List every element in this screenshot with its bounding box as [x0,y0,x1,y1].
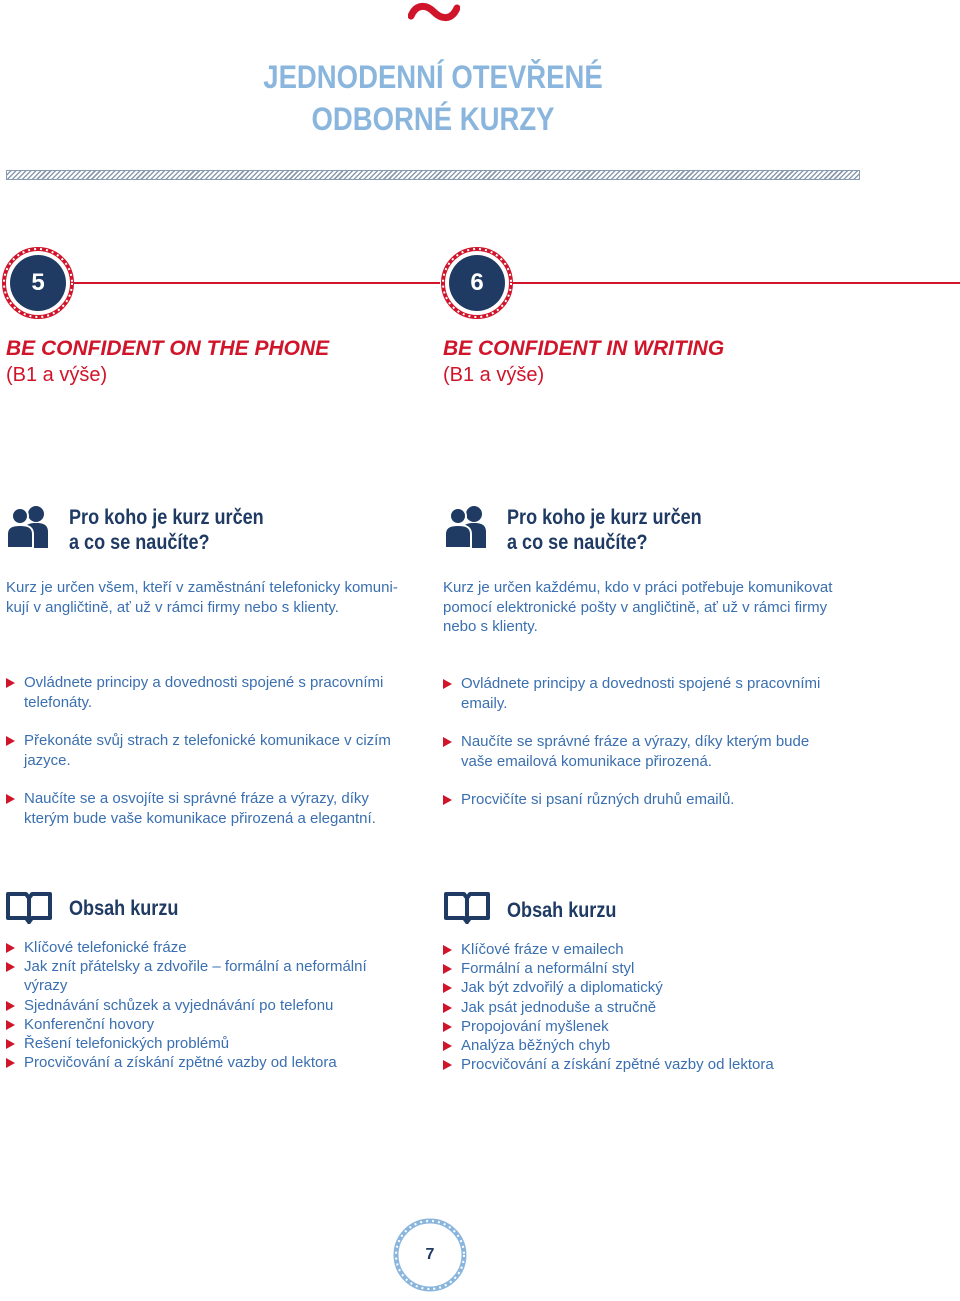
list-item-line: Naučíte se správné fráze a výrazy, díky kterým bude [461,733,810,750]
list-item-line: Jak znít přátelsky a zdvořile – formální a neformální [24,958,367,976]
description-line: Kurz je určen každému, kdo v práci potřebuje komunikovat [443,579,833,596]
heading-line: a co se naučíte? [507,531,648,554]
list-item [6,938,436,957]
list-item [6,731,436,771]
list-item [6,1053,436,1072]
triangle-bullet-icon [443,1003,452,1013]
heading-line: Pro koho je kurz určen [507,506,702,529]
triangle-bullet-icon [443,1022,452,1032]
triangle-bullet-icon [443,737,452,747]
course-6-number-badge [440,246,514,320]
triangle-bullet-icon [6,678,15,688]
list-item-line: Jak psát jednoduše a stručně [461,998,657,1016]
triangle-bullet-icon [6,794,15,804]
list-item [6,789,436,829]
triangle-bullet-icon [443,1060,452,1070]
course-5-red-line [72,282,440,284]
page-number: 7 [425,1246,435,1263]
list-item-line: kterým bude vaše komunikace přirozená a elegantní. [24,810,376,827]
list-item-line: Řešení telefonických problémů [24,1035,230,1053]
triangle-bullet-icon [6,1020,15,1030]
list-item [443,674,883,714]
course-5-content-list [6,938,436,1072]
list-item-line: Klíčové fráze v emailech [461,941,624,958]
list-item [6,1015,436,1034]
list-item-line: Procvičování a získání zpětné vazby od lektora [24,1054,337,1072]
list-item [443,998,883,1017]
list-item [443,790,883,810]
course-5-goals-list [6,673,436,847]
list-item [6,957,436,995]
triangle-bullet-icon [6,943,15,953]
course-5-description [6,578,436,617]
list-item [443,959,883,978]
list-item-line: Procvičíte si psaní různých druhů emailů. [461,791,735,808]
list-item-line: Ovládnete principy a dovednosti spojené s pracovními [461,675,821,692]
triangle-bullet-icon [6,736,15,746]
list-item-line: Jak být zdvořilý a diplomatický [461,979,663,997]
list-item-line: vaše emailová komunikace přirozená. [461,753,712,770]
description-line: nebo s klienty. [443,618,538,635]
list-item-line: Klíčové telefonické fráze [24,939,187,956]
list-item [6,996,436,1015]
page-title-line1: JEDNODENNÍ OTEVŘENÉ [263,59,603,95]
list-item-line: Propojování myšlenek [461,1017,609,1035]
list-item-line: Formální a neformální styl [461,960,635,978]
hatched-divider [6,170,860,180]
course-6-goals-list [443,674,883,828]
triangle-bullet-icon [6,1039,15,1049]
people-icon [444,504,492,548]
course-6-level: (B1 a výše) [443,364,545,386]
course-5-title: BE CONFIDENT ON THE PHONE [6,337,330,360]
heading-line: Pro koho je kurz určen [69,506,264,529]
course-6-description [443,578,883,637]
course-5-number: 5 [31,269,45,296]
triangle-bullet-icon [6,962,15,972]
course-5-content-heading: Obsah kurzu [69,897,179,920]
course-6-number: 6 [470,269,484,296]
page-title [61,56,806,140]
open-book-icon [444,890,490,924]
list-item [6,1034,436,1053]
course-6-content-list [443,940,883,1074]
course-5-number-badge [1,246,75,320]
list-item-line: Překonáte svůj strach z telefonické komunikace v cizím [24,732,391,749]
triangle-bullet-icon [443,795,452,805]
triangle-bullet-icon [443,1041,452,1051]
course-5-audience-heading [69,505,264,555]
list-item-line: jazyce. [24,752,71,769]
triangle-bullet-icon [443,983,452,993]
page-title-line2: ODBORNÉ KURZY [311,101,555,137]
people-icon [6,504,54,548]
description-line: Kurz je určen všem, kteří v zaměstnání telefonicky komuni- [6,579,398,596]
list-item-line: Analýza běžných chyb [461,1037,611,1055]
course-6-red-line [510,282,960,284]
course-5-level: (B1 a výše) [6,364,108,386]
list-item-line: Konferenční hovory [24,1015,155,1033]
list-item-line: Procvičování a získání zpětné vazby od lektora [461,1056,774,1074]
list-item [443,1055,883,1074]
list-item [443,940,883,959]
list-item [443,1036,883,1055]
open-book-icon [6,890,52,924]
triangle-bullet-icon [443,945,452,955]
course-6-content-heading: Obsah kurzu [507,899,617,922]
list-item-line: výrazy [24,977,68,995]
list-item [6,673,436,713]
list-item-line: Ovládnete principy a dovednosti spojené s pracovními [24,674,384,691]
list-item [443,732,883,772]
description-line: pomocí elektronické pošty v angličtině, ať už v rámci firmy [443,598,828,616]
course-6-title: BE CONFIDENT IN WRITING [443,337,725,360]
tilde-ornament-icon [408,2,460,24]
course-6-audience-heading [507,505,702,555]
list-item [443,1017,883,1036]
list-item-line: emaily. [461,695,508,712]
triangle-bullet-icon [443,964,452,974]
list-item-line: Naučíte se a osvojíte si správné fráze a výrazy, díky [24,790,369,807]
list-item-line: telefonáty. [24,694,93,711]
triangle-bullet-icon [6,1058,15,1068]
description-line: kují v angličtině, ať už v rámci firmy nebo s klienty. [6,598,339,616]
list-item-line: Sjednávání schůzek a vyjednávání po telefonu [24,996,334,1014]
triangle-bullet-icon [443,679,452,689]
heading-line: a co se naučíte? [69,531,210,554]
page-number-badge [392,1217,468,1293]
list-item [443,978,883,997]
triangle-bullet-icon [6,1001,15,1011]
